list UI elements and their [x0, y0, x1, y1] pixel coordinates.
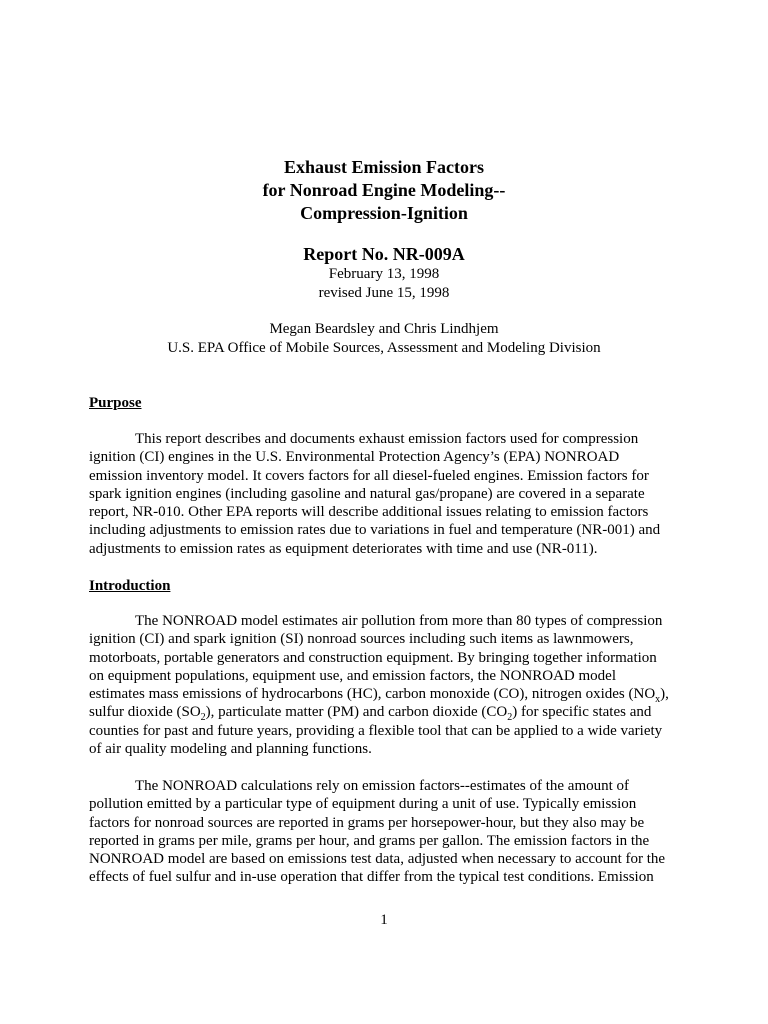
authors-block: [0, 320, 768, 358]
introduction-heading: Introduction: [89, 578, 171, 594]
line-text: ), particulate matter (PM) and carbon dioxide (CO: [205, 704, 508, 721]
paragraph-line: spark ignition engines (including gasoline and natural gas/propane) are covered in a separate: [89, 485, 645, 502]
paragraph-line: reported in grams per mile, grams per hour, and grams per gallon. The emission factors in the: [89, 832, 650, 849]
paragraph-line: [89, 685, 679, 706]
paragraph-line: The NONROAD model estimates air pollution from more than 80 types of compression: [135, 613, 663, 629]
paragraph-line: report, NR-010. Other EPA reports will describe additional issues relating to emission factors: [89, 504, 649, 521]
purpose-heading: Purpose: [89, 395, 142, 411]
paragraph-line: factors for nonroad sources are reported in grams per horsepower-hour, but they also may be: [89, 814, 645, 831]
purpose-paragraph: [89, 430, 679, 558]
paragraph-line: emission inventory model. It covers factors for all diesel-fueled engines. Emission factors for: [89, 467, 649, 484]
subscript: 2: [507, 712, 513, 724]
paragraph-line: of air quality modeling and planning functions.: [89, 741, 372, 758]
author-names: Megan Beardsley and Chris Lindhjem: [269, 321, 499, 337]
subscript: 2: [200, 712, 206, 724]
paragraph-line: pollution emitted by a particular type of equipment during a unit of use. Typically emission: [89, 796, 637, 813]
introduction-paragraph-2: [89, 777, 679, 887]
line-text: sulfur dioxide (SO: [89, 704, 201, 721]
paragraph-line: ignition (CI) and spark ignition (SI) nonroad sources including such items as lawnmowers,: [89, 631, 634, 648]
paragraph-line: adjustments to emission rates as equipment deteriorates with time and use (NR-011).: [89, 540, 598, 557]
introduction-paragraph-1: [89, 612, 679, 758]
title-line-3: Compression-Ignition: [300, 203, 468, 223]
paragraph-line: on equipment populations, equipment use, and emission factors, the NONROAD model: [89, 667, 616, 684]
report-number: Report No. NR-009A: [303, 244, 465, 264]
title-line-1: Exhaust Emission Factors: [283, 157, 485, 177]
title-line-2: for Nonroad Engine Modeling--: [262, 180, 506, 200]
paragraph-line: The NONROAD calculations rely on emission factors--estimates of the amount of: [135, 778, 630, 794]
paragraph-line: including adjustments to emission rates due to variations in fuel and temperature (NR-001) and: [89, 522, 661, 539]
dates-block: [0, 265, 768, 303]
paragraph-line: motorboats, portable generators and construction equipment. By bringing together information: [89, 649, 657, 666]
author-affiliation: U.S. EPA Office of Mobile Sources, Assessment and Modeling Division: [167, 340, 601, 356]
report-date: February 13, 1998: [328, 266, 440, 282]
paragraph-line: effects of fuel sulfur and in-use operation that differ from the typical test conditions. Emission: [89, 869, 654, 886]
document-title: [0, 156, 768, 225]
paragraph-line: counties for past and future years, providing a flexible tool that can be applied to a wide variety: [89, 722, 663, 739]
revised-date: revised June 15, 1998: [318, 285, 450, 301]
page-number: 1: [380, 912, 388, 928]
subscript: x: [655, 694, 661, 706]
paragraph-line: ignition (CI) engines in the U.S. Environmental Protection Agency’s (EPA) NONROAD: [89, 449, 620, 466]
line-text: estimates mass emissions of hydrocarbons (HC), carbon monoxide (CO), nitrogen oxides (NO: [89, 686, 656, 703]
line-text: ) for specific states and: [512, 704, 652, 721]
paragraph-line: [89, 703, 679, 724]
paragraph-line: NONROAD model are based on emissions test data, adjusted when necessary to account for the: [89, 851, 666, 868]
paragraph-line: This report describes and documents exhaust emission factors used for compression: [135, 431, 639, 447]
line-text: ),: [660, 686, 669, 703]
